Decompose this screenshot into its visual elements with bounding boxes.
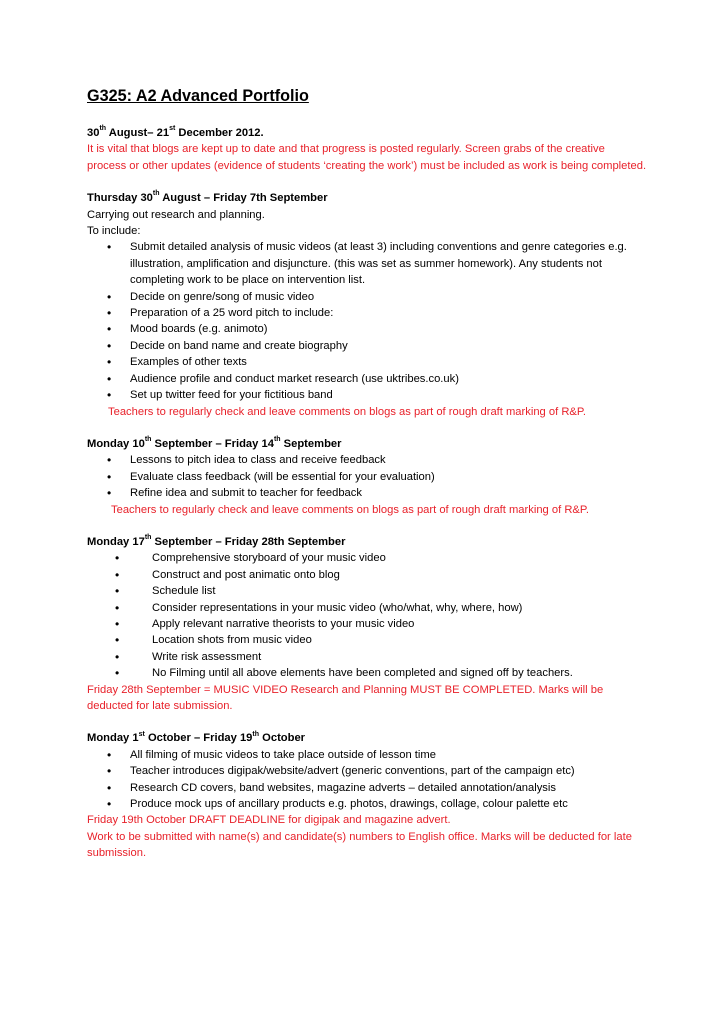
list-item: • Write risk assessment bbox=[87, 649, 647, 665]
section-3-heading: Monday 17th September – Friday 28th September bbox=[87, 534, 346, 548]
list-item: • Set up twitter feed for your fictitious band bbox=[87, 387, 647, 403]
list-item: • Evaluate class feedback (will be essential for your evaluation) bbox=[87, 469, 647, 485]
section-1-heading: Thursday 30th August – Friday 7th September bbox=[87, 190, 328, 205]
term-dates: 30th August– 21st December 2012. bbox=[87, 125, 264, 139]
list-item: • Audience profile and conduct market research (use uktribes.co.uk) bbox=[87, 371, 647, 387]
list-item: • Lessons to pitch idea to class and receive feedback bbox=[87, 452, 647, 468]
section-1-list bbox=[87, 239, 647, 403]
section-3-note: Friday 28th September = MUSIC VIDEO Research and Planning MUST BE COMPLETED. Marks will be deducted for late submission. bbox=[87, 683, 604, 712]
section-1-line-2: To include: bbox=[87, 225, 141, 238]
list-item: • No Filming until all above elements have been completed and signed off by teachers. bbox=[87, 665, 647, 681]
list-item: • Schedule list bbox=[87, 583, 647, 599]
page-title: G325: A2 Advanced Portfolio bbox=[87, 87, 309, 105]
list-item: • Produce mock ups of ancillary products e.g. photos, drawings, collage, colour palette etc bbox=[87, 796, 647, 812]
section-3 bbox=[87, 534, 647, 714]
list-item: • Mood boards (e.g. animoto) bbox=[87, 321, 647, 337]
section-4-list bbox=[87, 747, 647, 813]
section-4-note-2: Work to be submitted with name(s) and candidate(s) numbers to English office. Marks will be deducted for late submission. bbox=[87, 830, 632, 860]
section-4-note-1: Friday 19th October DRAFT DEADLINE for digipak and magazine advert. bbox=[87, 814, 451, 827]
section-2-list bbox=[87, 452, 647, 501]
section-4 bbox=[87, 730, 647, 861]
list-item: • Construct and post animatic onto blog bbox=[87, 567, 647, 583]
list-item: • All filming of music videos to take place outside of lesson time bbox=[87, 747, 647, 763]
section-1 bbox=[87, 190, 647, 420]
section-2-heading: Monday 10th September – Friday 14th September bbox=[87, 436, 342, 450]
list-item: • Apply relevant narrative theorists to your music video bbox=[87, 616, 647, 632]
list-item: • Refine idea and submit to teacher for feedback bbox=[87, 485, 647, 501]
list-item: • Submit detailed analysis of music videos (at least 3) including conventions and genre categories e.g. illustration, amplification and disjuncture. (this was set as summer homework). Any students not completing work to be place on intervention list. bbox=[87, 239, 647, 288]
list-item: • Research CD covers, band websites, magazine adverts – detailed annotation/analysis bbox=[87, 780, 647, 796]
list-item: • Decide on genre/song of music video bbox=[87, 289, 647, 305]
list-item: • Decide on band name and create biography bbox=[87, 338, 647, 354]
list-item: • Location shots from music video bbox=[87, 632, 647, 648]
list-item: • Comprehensive storyboard of your music video bbox=[87, 550, 647, 566]
section-2-note: Teachers to regularly check and leave comments on blogs as part of rough draft marking of R&P. bbox=[111, 503, 589, 516]
list-item: • Examples of other texts bbox=[87, 354, 647, 370]
document bbox=[87, 86, 647, 862]
section-4-heading: Monday 1st October – Friday 19th October bbox=[87, 730, 306, 745]
list-item: • Preparation of a 25 word pitch to include: bbox=[87, 305, 647, 321]
section-2 bbox=[87, 436, 647, 518]
section-1-line-1: Carrying out research and planning. bbox=[87, 208, 265, 221]
list-item: • Consider representations in your music video (who/what, why, where, how) bbox=[87, 600, 647, 616]
section-1-note: Teachers to regularly check and leave comments on blogs as part of rough draft marking of R&P. bbox=[108, 405, 586, 418]
section-3-list bbox=[87, 550, 647, 681]
blog-notice: It is vital that blogs are kept up to date and that progress is posted regularly. Screen grabs of the creative process or other updates (evidence of students ‘creating the work’) must be included as work is being completed. bbox=[87, 143, 647, 172]
list-item: • Teacher introduces digipak/website/advert (generic conventions, part of the campaign etc) bbox=[87, 763, 647, 779]
